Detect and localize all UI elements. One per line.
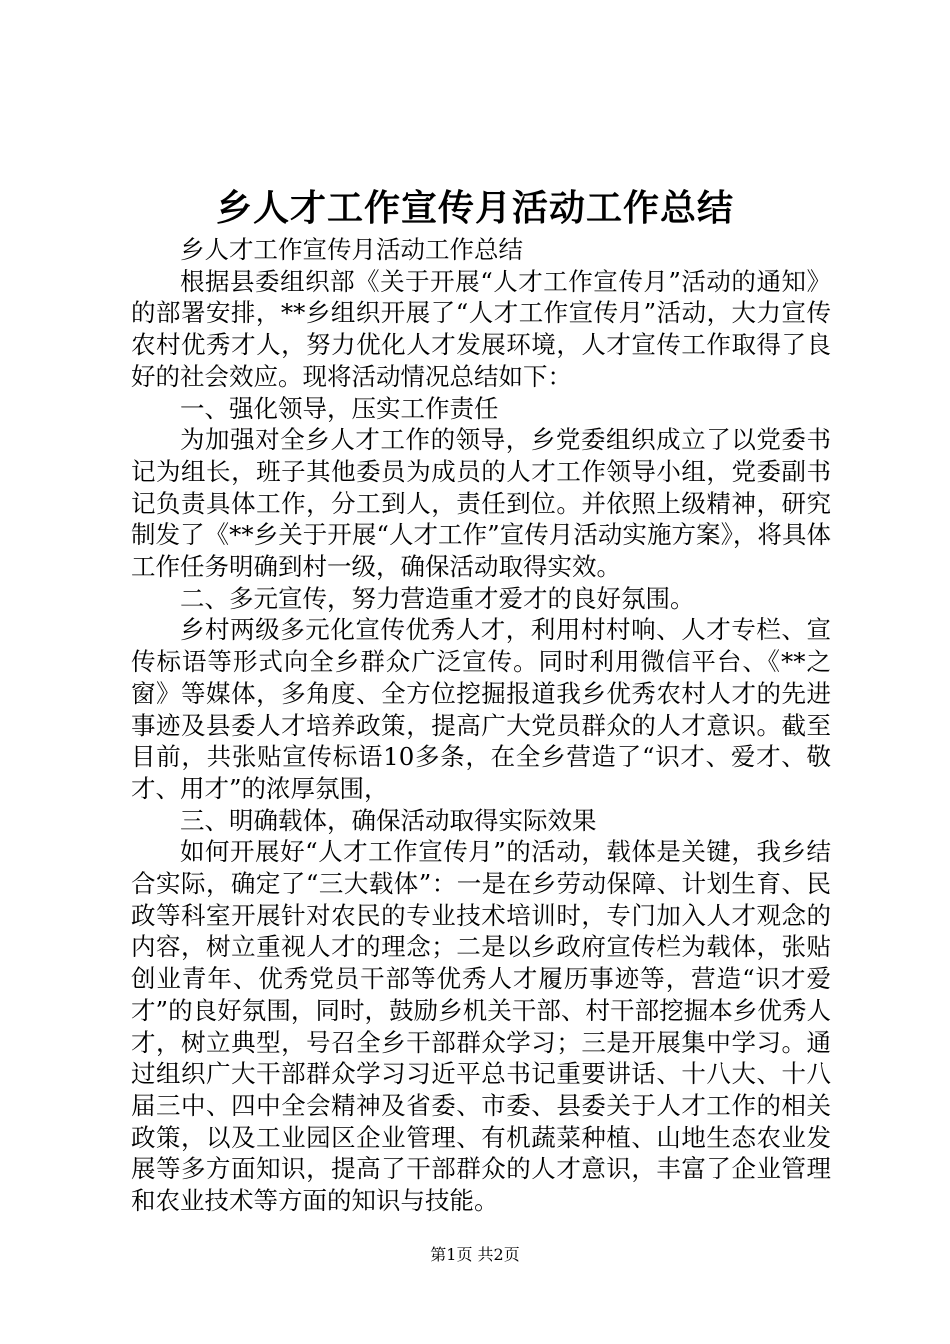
paragraph-section-1: 为加强对全乡人才工作的领导，乡党委组织成立了以党委书记为组长，班子其他委员为成员的人才工作领导小组，党委副书记负责具体工作，分工到人，责任到位。并依照上级精神，研究制发了《**乡关于开展“人才工作”宣传月活动实施方案》，将具体工作任务明确到村一级，确保活动取得实效。 (131, 425, 831, 582)
section-heading-3: 三、明确载体，确保活动取得实际效果 (180, 805, 597, 835)
paragraph-section-3: 如何开展好“人才工作宣传月”的活动，载体是关键，我乡结合实际，确定了“三大载体”：一是在乡劳动保障、计划生育、民政等科室开展针对农民的专业技术培训时，专门加入人才观念的内容，树立重视人才的理念；二是以乡政府宣传栏为载体，张贴创业青年、优秀党员干部等优秀人才履历事迹等，营造“识才爱才”的良好氛围，同时，鼓励乡机关干部、村干部挖掘本乡优秀人才，树立典型，号召全乡干部群众学习；三是开展集中学习。通过组织广大干部群众学习习近平总书记重要讲话、十八大、十八届三中、四中全会精神及省委、市委、县委关于人才工作的相关政策，以及工业园区企业管理、有机蔬菜种植、山地生态农业发展等多方面知识，提高了干部群众的人才意识，丰富了企业管理和农业技术等方面的知识与技能。 (131, 837, 831, 1216)
document-title: 乡人才工作宣传月活动工作总结 (215, 187, 734, 229)
document-body (131, 234, 831, 1217)
page-indicator: 第1页 共2页 (430, 1245, 520, 1264)
section-heading-1: 一、强化领导，压实工作责任 (180, 393, 499, 423)
section-heading-2: 二、多元宣传，努力营造重才爱才的良好氛围。 (180, 583, 695, 613)
paragraph-intro: 根据县委组织部《关于开展“人才工作宣传月”活动的通知》的部署安排，**乡组织开展了“人才工作宣传月”活动，大力宣传农村优秀才人，努力优化人才发展环境，人才宣传工作取得了良好的社会效应。现将活动情况总结如下： (131, 266, 831, 391)
paragraph-subtitle: 乡人才工作宣传月活动工作总结 (180, 235, 523, 264)
paragraph-section-2: 乡村两级多元化宣传优秀人才，利用村村响、人才专栏、宣传标语等形式向全乡群众广泛宣传。同时利用微信平台、《**之窗》等媒体，多角度、全方位挖掘报道我乡优秀农村人才的先进事迹及县委人才培养政策，提高广大党员群众的人才意识。截至目前，共张贴宣传标语10多条，在全乡营造了“识才、爱才、敬才、用才”的浓厚氛围， (131, 615, 831, 803)
